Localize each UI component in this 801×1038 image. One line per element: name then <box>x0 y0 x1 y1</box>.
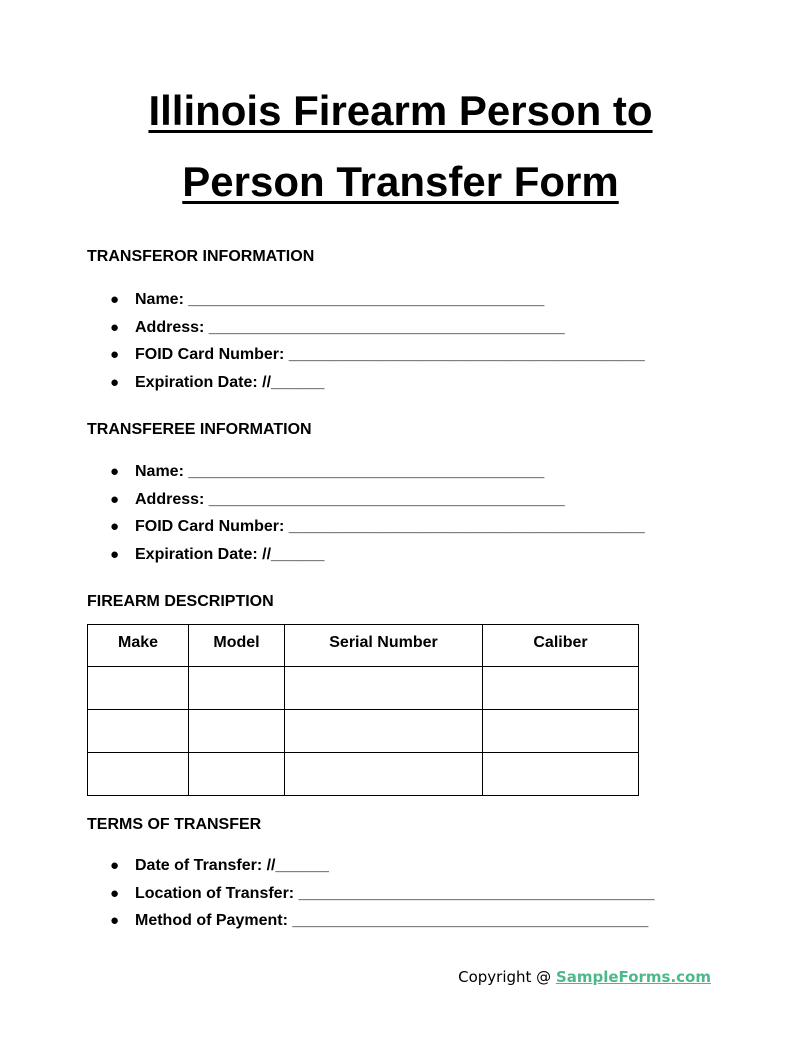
field-label: Date of Transfer: //______ <box>135 857 329 874</box>
table-cell[interactable] <box>189 710 285 753</box>
transferor-expiration-field[interactable] <box>110 373 645 401</box>
table-cell[interactable] <box>189 667 285 710</box>
field-label: Address: ________________________________________ <box>135 490 565 508</box>
transferor-name-field[interactable] <box>110 290 645 318</box>
sampleforms-link[interactable]: SampleForms.com <box>555 968 711 986</box>
transferee-field-list <box>110 462 645 572</box>
table-row <box>88 710 639 753</box>
table-row <box>88 753 639 796</box>
field-label: FOID Card Number: ________________________________________ <box>135 518 645 535</box>
field-label: Name: ________________________________________ <box>135 463 545 480</box>
date-of-transfer-field[interactable] <box>110 856 655 884</box>
terms-heading: TERMS OF TRANSFER <box>87 816 262 833</box>
table-cell[interactable] <box>285 667 483 710</box>
field-label: Method of Payment: ________________________________________ <box>135 912 649 929</box>
page-title-line-1 <box>0 87 801 134</box>
transferor-field-list <box>110 290 645 400</box>
bullet-icon: ● <box>110 518 120 535</box>
table-cell[interactable] <box>483 753 639 796</box>
bullet-icon: ● <box>110 318 120 336</box>
table-cell[interactable] <box>88 710 189 753</box>
firearm-heading: FIREARM DESCRIPTION <box>87 593 274 610</box>
table-cell[interactable] <box>483 710 639 753</box>
table-cell[interactable] <box>88 753 189 796</box>
column-header-caliber: Caliber <box>483 625 639 667</box>
transferee-expiration-field[interactable] <box>110 545 645 573</box>
bullet-icon: ● <box>110 912 120 929</box>
title-line-2-text: Person Transfer Form <box>182 158 619 205</box>
transferor-heading: TRANSFEROR INFORMATION <box>87 248 315 265</box>
transferee-name-field[interactable] <box>110 462 645 490</box>
table-cell[interactable] <box>285 710 483 753</box>
table-row <box>88 667 639 710</box>
column-header-make: Make <box>88 625 189 667</box>
bullet-icon: ● <box>110 490 120 508</box>
copyright-prefix: Copyright @ <box>458 968 556 986</box>
field-label: Location of Transfer: ________________________________________ <box>135 884 655 902</box>
bullet-icon: ● <box>110 373 120 391</box>
table-cell[interactable] <box>189 753 285 796</box>
bullet-icon: ● <box>110 346 120 363</box>
bullet-icon: ● <box>110 463 120 480</box>
location-of-transfer-field[interactable] <box>110 884 655 912</box>
bullet-icon: ● <box>110 884 120 902</box>
transferee-address-field[interactable] <box>110 490 645 518</box>
field-label: FOID Card Number: ________________________________________ <box>135 346 645 363</box>
table-cell[interactable] <box>285 753 483 796</box>
transferor-address-field[interactable] <box>110 318 645 346</box>
transferor-foid-field[interactable] <box>110 345 645 373</box>
bullet-icon: ● <box>110 291 120 308</box>
field-label: Name: ________________________________________ <box>135 291 545 308</box>
title-line-1-text: Illinois Firearm Person to <box>148 87 653 134</box>
column-header-model: Model <box>189 625 285 667</box>
terms-field-list <box>110 856 655 939</box>
table-header-row <box>88 625 639 667</box>
page-title-line-2 <box>0 158 801 205</box>
transferee-heading: TRANSFEREE INFORMATION <box>87 421 312 438</box>
table-cell[interactable] <box>88 667 189 710</box>
table-cell[interactable] <box>483 667 639 710</box>
column-header-serial-number: Serial Number <box>285 625 483 667</box>
bullet-icon: ● <box>110 545 120 563</box>
field-label: Expiration Date: //______ <box>135 545 325 563</box>
field-label: Expiration Date: //______ <box>135 373 325 391</box>
copyright-footer <box>458 968 711 986</box>
bullet-icon: ● <box>110 857 120 874</box>
method-of-payment-field[interactable] <box>110 911 655 939</box>
transferee-foid-field[interactable] <box>110 517 645 545</box>
firearm-table <box>87 624 639 796</box>
field-label: Address: ________________________________________ <box>135 318 565 336</box>
